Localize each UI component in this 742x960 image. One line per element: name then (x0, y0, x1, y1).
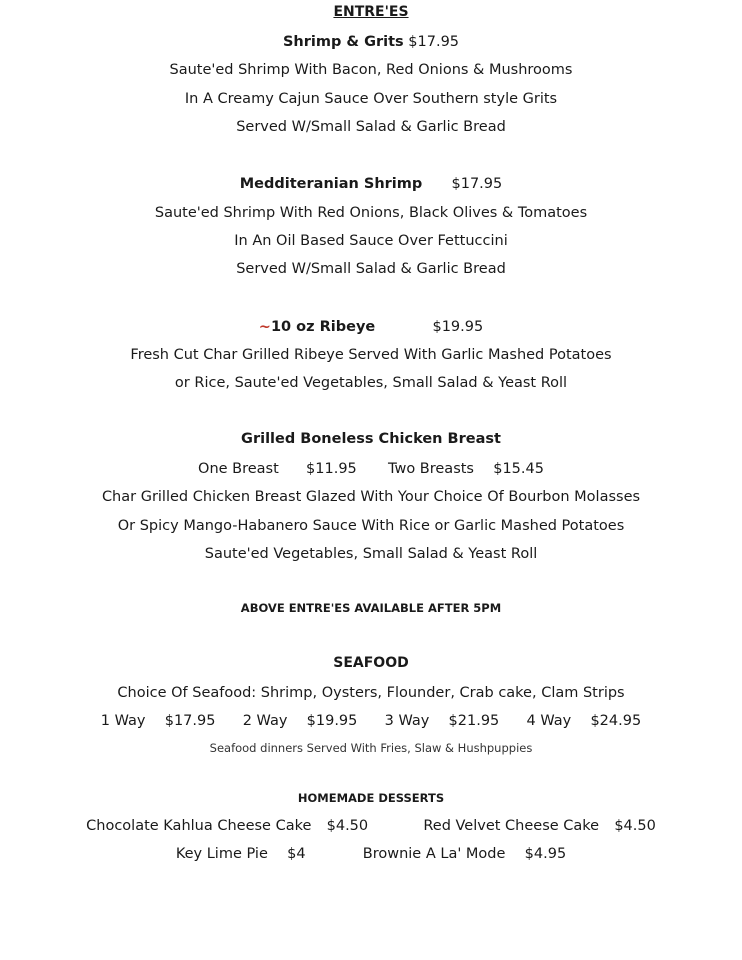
way-price: $24.95 (590, 713, 642, 729)
dessert-price: $4.50 (614, 818, 656, 834)
dessert-price: $4.95 (524, 846, 567, 862)
entrees-heading: ENTRE'ES (333, 4, 409, 20)
item-description: Saute'ed Shrimp With Bacon, Red Onions & Mushrooms (169, 62, 573, 78)
item-description: Or Spicy Mango-Habanero Sauce With Rice or Garlic Mashed Potatoes (117, 518, 625, 534)
med-shrimp-title (0, 176, 742, 192)
way-price: $19.95 (306, 713, 358, 729)
availability-note: ABOVE ENTRE'ES AVAILABLE AFTER 5PM (240, 601, 502, 615)
dessert-row (0, 846, 742, 862)
item-price: $17.95 (451, 176, 503, 192)
dessert-name: Chocolate Kahlua Cheese Cake (86, 818, 312, 834)
way-label: 2 Way (242, 713, 288, 729)
item-description: In An Oil Based Sauce Over Fettuccini (234, 233, 508, 249)
item-description: or Rice, Saute'ed Vegetables, Small Salad & Yeast Roll (174, 375, 568, 391)
ribeye-marker: ~ (258, 319, 271, 335)
option-label: Two Breasts (388, 461, 474, 477)
way-label: 4 Way (526, 713, 572, 729)
seafood-heading: SEAFOOD (333, 655, 409, 671)
item-name: 10 oz Ribeye (270, 319, 376, 335)
seafood-note: Seafood dinners Served With Fries, Slaw & Hushpuppies (209, 741, 533, 755)
seafood-ways (0, 713, 742, 729)
item-description: Fresh Cut Char Grilled Ribeye Served With Garlic Mashed Potatoes (130, 347, 612, 363)
way-label: 1 Way (100, 713, 146, 729)
way-label: 3 Way (384, 713, 430, 729)
option-price: $15.45 (493, 461, 544, 477)
desserts-heading: HOMEMADE DESSERTS (297, 791, 445, 805)
dessert-price: $4 (287, 846, 306, 862)
item-description: Saute'ed Shrimp With Red Onions, Black Olives & Tomatoes (154, 205, 588, 221)
chicken-prices (0, 461, 742, 477)
item-description: Served W/Small Salad & Garlic Bread (236, 119, 506, 135)
dessert-row (0, 818, 742, 834)
seafood-choice: Choice Of Seafood: Shrimp, Oysters, Flounder, Crab cake, Clam Strips (117, 685, 625, 701)
dessert-price: $4.50 (326, 818, 369, 834)
item-price: $19.95 (432, 319, 484, 335)
item-description: Char Grilled Chicken Breast Glazed With Your Choice Of Bourbon Molasses (101, 489, 641, 505)
item-description: Saute'ed Vegetables, Small Salad & Yeast Roll (204, 546, 538, 562)
chicken-title: Grilled Boneless Chicken Breast (241, 431, 501, 447)
dessert-name: Red Velvet Cheese Cake (423, 818, 600, 834)
item-price: $17.95 (408, 34, 460, 50)
shrimp-grits-title (0, 34, 742, 50)
item-name: Medditeranian Shrimp (239, 176, 423, 192)
item-name: Shrimp & Grits (282, 34, 404, 50)
option-label: One Breast (198, 461, 279, 477)
way-price: $17.95 (164, 713, 216, 729)
dessert-name: Key Lime Pie (175, 846, 268, 862)
ribeye-title (0, 319, 742, 335)
item-description: In A Creamy Cajun Sauce Over Southern style Grits (184, 91, 558, 107)
option-price: $11.95 (306, 461, 357, 477)
way-price: $21.95 (448, 713, 500, 729)
dessert-name: Brownie A La' Mode (362, 846, 506, 862)
item-description: Served W/Small Salad & Garlic Bread (236, 261, 506, 277)
